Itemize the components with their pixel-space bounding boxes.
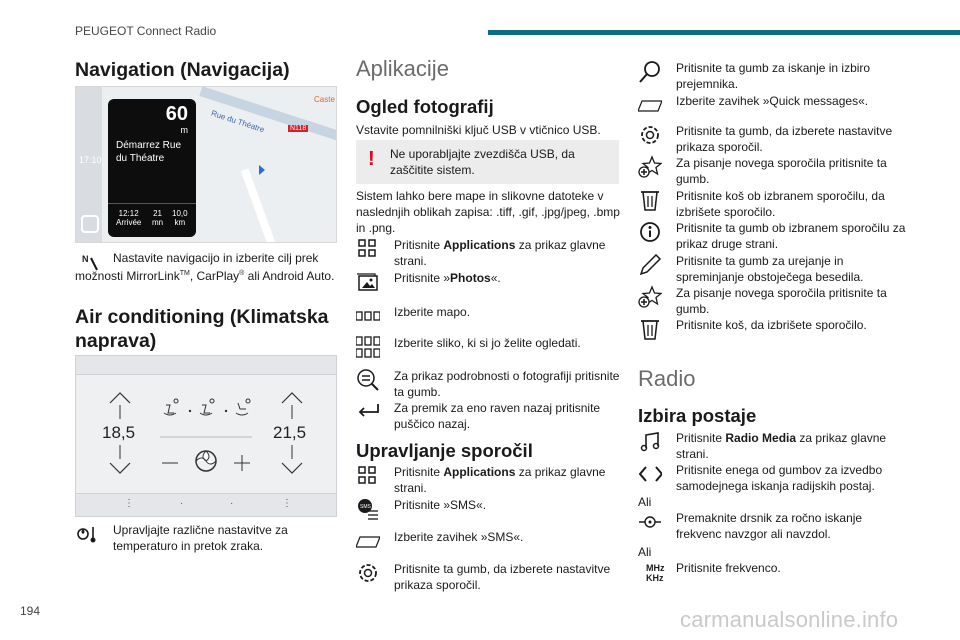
slider-icon bbox=[638, 510, 666, 534]
add-favourite-icon bbox=[638, 155, 666, 179]
applications-section-title: Aplikacije bbox=[356, 56, 449, 81]
instruction-text: Pritisnite ta gumb za urejanje in spreminjanje obstoječega besedila. bbox=[676, 254, 864, 284]
info-list-icon bbox=[356, 368, 384, 392]
trademark: TM bbox=[179, 270, 190, 277]
messages-heading: Upravljanje sporočil bbox=[356, 440, 533, 461]
khz-label: KHz bbox=[646, 573, 664, 583]
instruction-text: Pritisnite ta gumb ob izbranem sporočilu za prikaz druge strani. bbox=[676, 221, 906, 251]
instruction-text: Pritisnite ta gumb, da izberete nastavitve prikaza sporočil. bbox=[394, 562, 611, 592]
radio-section-title: Radio bbox=[638, 366, 696, 391]
minutes-unit: mn bbox=[152, 218, 164, 227]
panel-divider bbox=[108, 203, 196, 204]
arrival-label: Arrivée bbox=[116, 218, 142, 227]
pencil-icon bbox=[638, 253, 666, 277]
svg-text:SMS: SMS bbox=[360, 504, 371, 510]
home-square-icon bbox=[81, 215, 99, 233]
nav-text: ali Android Auto. bbox=[244, 269, 335, 283]
instruction-text: Pritisnite enega od gumbov za izvedbo samodejnega iskanja radijskih postaj. bbox=[676, 463, 883, 493]
watermark: carmanualsonline.info bbox=[680, 607, 899, 632]
climate-fan-icon bbox=[75, 522, 103, 546]
temperature-right: 21,5 bbox=[273, 423, 307, 442]
air-text: Upravljajte različne nastavitve za temperaturo in pretok zraka. bbox=[113, 523, 288, 553]
trash-icon bbox=[638, 317, 666, 341]
grid-icon bbox=[356, 464, 384, 488]
back-arrow-icon bbox=[356, 400, 384, 424]
remaining-km: 10,0 bbox=[172, 209, 188, 218]
remaining-minutes: 21 bbox=[153, 209, 163, 218]
warning-box bbox=[356, 140, 619, 184]
warning-text: Ne uporabljajte zvezdišča USB, da zaščitite sistem. bbox=[390, 147, 575, 177]
mhz-label: MHz bbox=[646, 563, 665, 573]
sms-icon bbox=[356, 497, 384, 521]
music-note-icon bbox=[638, 430, 666, 454]
instruction-text: Pritisnite ta gumb za iskanje in izbiro prejemnika. bbox=[676, 61, 871, 91]
screen-clock: 17:10 bbox=[79, 155, 102, 165]
instruction-text: Pritisnite »Photos«. bbox=[394, 271, 501, 285]
turn-instruction: Démarrez Rue du Théatre bbox=[116, 140, 182, 164]
photos-icon bbox=[356, 270, 384, 294]
station-heading: Izbira postaje bbox=[638, 405, 757, 426]
warning-icon: ! bbox=[368, 148, 375, 170]
navigation-heading: Navigation (Navigacija) bbox=[75, 59, 290, 81]
instruction-text: Pritisnite »SMS«. bbox=[394, 498, 487, 512]
registered-mark: ® bbox=[239, 270, 245, 277]
climate-panel bbox=[76, 374, 336, 494]
instruction-text: Pritisnite ta gumb, da izberete nastavitve prikaza sporočil. bbox=[676, 124, 893, 154]
nav-text: Nastavite navigacijo in izberite cilj prek možnosti MirrorLink bbox=[75, 251, 319, 283]
tab-icon bbox=[638, 93, 666, 117]
instruction-text: Pritisnite Radio Media za prikaz glavne strani. bbox=[676, 431, 887, 461]
screen-sidebar bbox=[76, 87, 102, 242]
info-icon bbox=[638, 220, 666, 244]
trash-icon bbox=[638, 188, 666, 212]
tab-icon bbox=[356, 529, 384, 553]
search-icon bbox=[638, 60, 666, 84]
grid-icon bbox=[356, 237, 384, 261]
instruction-text: Za premik za eno raven nazaj pritisnite puščico nazaj. bbox=[394, 401, 601, 431]
nav-icon bbox=[75, 250, 113, 266]
thumbnails-icon bbox=[356, 335, 384, 359]
or-label: Ali bbox=[638, 495, 652, 509]
instruction-text: Izberite zavihek »Quick messages«. bbox=[676, 94, 869, 108]
arrival-time: 12:12 bbox=[118, 209, 139, 218]
instruction-text: Pritisnite Applications za prikaz glavne strani. bbox=[394, 238, 606, 268]
instruction-text: Izberite zavihek »SMS«. bbox=[394, 530, 524, 544]
instruction-text: Za pisanje novega sporočila pritisnite ta gumb. bbox=[676, 286, 887, 316]
instruction-text: Za pisanje novega sporočila pritisnite ta gumb. bbox=[676, 156, 887, 186]
position-arrow-icon bbox=[259, 165, 265, 175]
header-accent-bar bbox=[488, 30, 960, 35]
settings-icon bbox=[638, 123, 666, 147]
navigation-description bbox=[75, 250, 340, 284]
svg-text:N: N bbox=[82, 254, 89, 264]
turn-distance-unit: m bbox=[180, 125, 188, 135]
page-number: 194 bbox=[20, 604, 41, 618]
climate-screenshot bbox=[75, 355, 337, 517]
photos-heading: Ogled fotografij bbox=[356, 96, 494, 117]
map-place-label: Caste bbox=[314, 95, 335, 104]
instruction-text: Za prikaz podrobnosti o fotografiji pritisnite ta gumb. bbox=[394, 369, 620, 399]
slider-text: Premaknite drsnik za ročno iskanje frekvenc navzgor ali navzdol. bbox=[676, 511, 863, 541]
folder-icon bbox=[356, 304, 384, 328]
photos-format-text: Sistem lahko bere mape in slikovne datoteke v naslednjih oblikah zapisa: .tiff, .gif, .jpg/jpeg, .bmp in .png. bbox=[356, 189, 620, 235]
settings-icon bbox=[356, 561, 384, 585]
map-road bbox=[241, 168, 279, 243]
navigation-screenshot bbox=[75, 86, 337, 243]
km-unit: km bbox=[174, 218, 186, 227]
instruction-text: Pritisnite Applications za prikaz glavne strani. bbox=[394, 465, 606, 495]
instruction-text: Izberite mapo. bbox=[394, 305, 471, 319]
temperature-left: 18,5 bbox=[102, 423, 136, 442]
air-conditioning-heading: Air conditioning (Klimatska naprava) bbox=[75, 306, 329, 352]
running-header: PEUGEOT Connect Radio bbox=[75, 24, 217, 38]
road-sign: N118 bbox=[290, 125, 307, 132]
dots-icon: ⋮ bbox=[124, 498, 134, 509]
instruction-text: Pritisnite koš ob izbranem sporočilu, da izbrišete sporočilo. bbox=[676, 189, 885, 219]
dot-icon: · bbox=[230, 498, 234, 509]
or-label: Ali bbox=[638, 545, 652, 559]
map-road-label: Rue du Théatre bbox=[209, 108, 266, 135]
instruction-text: Pritisnite koš, da izbrišete sporočilo. bbox=[676, 318, 867, 332]
add-favourite-icon bbox=[638, 285, 666, 309]
turn-distance: 60 bbox=[165, 103, 188, 125]
photos-intro: Vstavite pomnilniški ključ USB v vtičnico USB. bbox=[356, 123, 601, 137]
nav-text: , CarPlay bbox=[189, 269, 240, 283]
frequency-text: Pritisnite frekvenco. bbox=[676, 561, 781, 575]
instruction-text: Izberite sliko, ki si jo želite ogledati. bbox=[394, 336, 581, 350]
chevrons-icon bbox=[638, 462, 666, 486]
guidance-panel bbox=[108, 99, 196, 237]
dot-icon: · bbox=[180, 498, 184, 509]
frequency-icon bbox=[646, 563, 674, 587]
dots-icon: ⋮ bbox=[282, 498, 292, 509]
